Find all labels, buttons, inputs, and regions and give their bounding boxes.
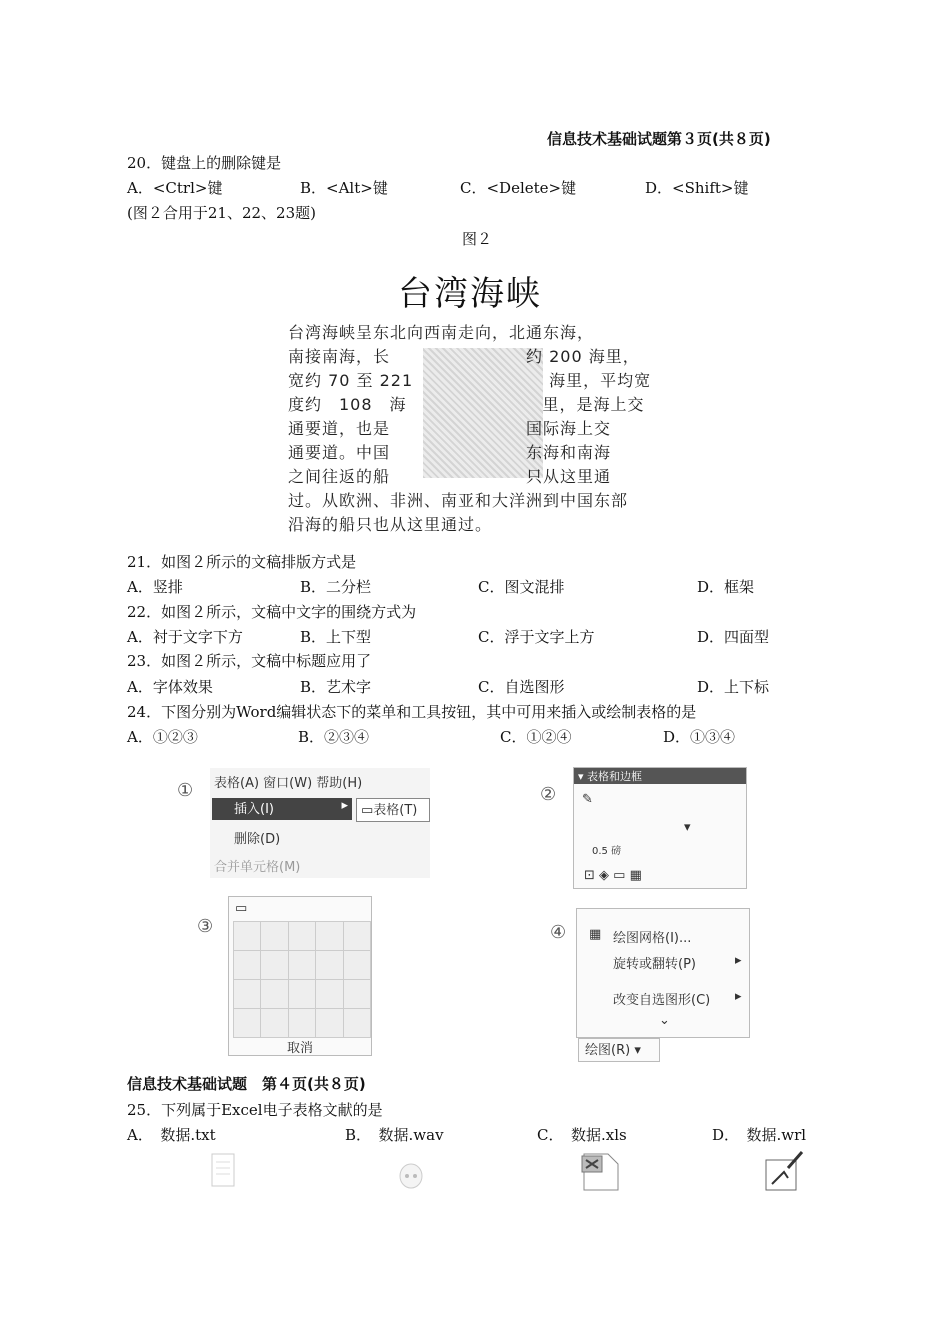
q22-option-a: A．衬于文字下方: [127, 628, 243, 646]
screenshot-insert-table-grid: [228, 896, 372, 1056]
expand-icon: ⌄: [659, 1013, 670, 1028]
arrow-icon: ▸: [735, 989, 742, 1004]
menu-item-grid: 绘图网格(I)...: [613, 931, 692, 946]
menu-item-insert: 插入(I) ▸: [212, 798, 352, 820]
cancel-text: 取消: [287, 1041, 314, 1056]
figure-line: 南接南海，长 约 200 海里，: [288, 347, 640, 366]
xls-file-icon: [580, 1152, 620, 1192]
q21-option-b: B．二分栏: [300, 578, 372, 596]
q23-option-c: C．自选图形: [478, 678, 565, 696]
q21-option-a: A．竖排: [127, 578, 183, 596]
figure-line: 台湾海峡呈东北向西南走向，北通东海，: [288, 323, 595, 342]
figure-title: 台湾海峡: [398, 274, 542, 314]
q25-option-d: D． 数据.wrl: [712, 1126, 807, 1144]
q25-stem: 25．下列属于Excel电子表格文献的是: [127, 1101, 383, 1119]
toolbar-title: ▾ 表格和边框: [574, 768, 746, 784]
figure-note: (图２合用于21、22、23题): [127, 204, 316, 222]
q23-option-d: D．上下标: [697, 678, 770, 696]
screenshot-drawing-menu: [576, 908, 750, 1038]
q21-stem: 21．如图２所示的文稿排版方式是: [127, 553, 357, 571]
figure-caption: 图２: [462, 230, 493, 248]
label-3: ③: [197, 916, 214, 937]
q22-option-b: B．上下型: [300, 628, 372, 646]
figure-line: 通要道。中国 东海和南海: [288, 443, 612, 462]
q22-option-d: D．四面型: [697, 628, 770, 646]
q22-option-c: C．浮于文字上方: [478, 628, 595, 646]
menu-item-merge: 合并单元格(M): [214, 860, 301, 875]
page-header-3: 信息技术基础试题第３页(共８页): [547, 130, 771, 148]
q21-option-c: C．图文混排: [478, 578, 565, 596]
q25-option-b: B． 数据.wav: [345, 1126, 444, 1144]
q22-stem: 22．如图２所示，文稿中文字的围绕方式为: [127, 603, 417, 621]
menu-item-delete: 删除(D): [234, 832, 281, 847]
q24-option-d: D．①③④: [663, 728, 736, 746]
q20-option-b: B．<Alt>键: [300, 179, 388, 197]
q25-option-a: A． 数据.txt: [127, 1126, 216, 1144]
q24-option-c: C．①②④: [500, 728, 572, 746]
label-1: ①: [177, 780, 194, 801]
figure-line: 通要道，也是 国际海上交: [288, 419, 612, 438]
menu-item-change-shape: 改变自选图形(C): [613, 993, 711, 1008]
q23-stem: 23．如图２所示，文稿中标题应用了: [127, 652, 372, 670]
figure-line: 之间往返的船 只从这里通: [288, 467, 612, 486]
menu-item-rotate: 旋转或翻转(P): [613, 957, 696, 972]
q24-stem: 24．下图分别为Word编辑状态下的菜单和工具按钮，其中可用来插入或绘制表格的是: [127, 703, 697, 721]
figure-line: 过。从欧洲、非洲、南亚和大洋洲到中国东部: [288, 491, 629, 510]
label-2: ②: [540, 784, 557, 805]
q24-option-b: B．②③④: [298, 728, 370, 746]
chevron-down-icon: ▾: [684, 820, 691, 835]
q25-option-c: C． 数据.xls: [537, 1126, 627, 1144]
txt-file-icon: [210, 1152, 236, 1188]
figure-line: 度约 108 海 里，是海上交: [288, 395, 645, 414]
q23-option-a: A．字体效果: [127, 678, 213, 696]
label-4: ④: [550, 922, 567, 943]
line-weight: 0.5 磅: [592, 846, 622, 857]
q20-option-d: D．<Shift>键: [645, 179, 749, 197]
figure-line: 沿海的船只也从这里通过。: [288, 515, 493, 534]
q20-stem: 20．键盘上的删除键是: [127, 154, 282, 172]
grid-icon: ▦: [589, 927, 602, 942]
figure-line: 宽约 70 至 221 海里，平均宽: [288, 371, 652, 390]
page-header-4: 信息技术基础试题 第４页(共８页): [127, 1075, 366, 1093]
wrl-file-icon: [764, 1148, 806, 1192]
arrow-icon: ▸: [735, 953, 742, 968]
draw-button: 绘图(R) ▾: [578, 1038, 660, 1062]
q20-option-a: A．<Ctrl>键: [127, 179, 223, 197]
q24-option-a: A．①②③: [127, 728, 198, 746]
q23-option-b: B．艺术字: [300, 678, 372, 696]
menubar-text: 表格(A) 窗口(W) 帮助(H): [214, 776, 363, 791]
pencil-icon: ✎: [582, 792, 593, 807]
table-grid: [233, 921, 371, 1038]
wav-file-icon: [398, 1156, 424, 1192]
screenshot-tables-borders-toolbar: [573, 767, 747, 889]
screenshot-table-menu: [210, 768, 430, 878]
figure-2: [288, 262, 672, 532]
table-icon: ▭: [235, 901, 248, 916]
q21-option-d: D．框架: [697, 578, 755, 596]
border-icon: ⊡ ◈ ▭ ▦: [584, 868, 642, 883]
q20-option-c: C．<Delete>键: [460, 179, 577, 197]
submenu-item-table: ▭表格(T): [356, 798, 430, 822]
